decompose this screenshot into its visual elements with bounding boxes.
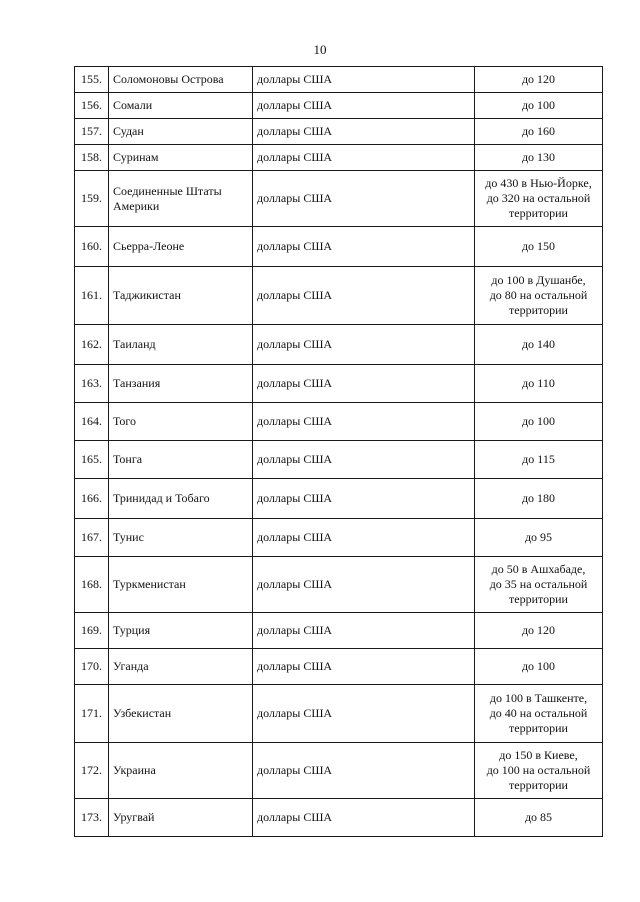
- row-number: 156.: [75, 93, 109, 119]
- table-row: [75, 145, 603, 171]
- currency: доллары США: [253, 119, 475, 145]
- row-number: 166.: [75, 479, 109, 519]
- row-number: 170.: [75, 649, 109, 685]
- row-number: 155.: [75, 67, 109, 93]
- amount-limit: до 100 в Душанбе, до 80 на остальной территории: [475, 267, 603, 325]
- table-row: [75, 557, 603, 613]
- row-number: 173.: [75, 799, 109, 837]
- row-number: 169.: [75, 613, 109, 649]
- country-name: Тринидад и Тобаго: [109, 479, 253, 519]
- amount-limit: до 140: [475, 325, 603, 365]
- country-name: Судан: [109, 119, 253, 145]
- currency: доллары США: [253, 799, 475, 837]
- currency: доллары США: [253, 171, 475, 227]
- table-row: [75, 479, 603, 519]
- amount-limit: до 120: [475, 67, 603, 93]
- row-number: 163.: [75, 365, 109, 403]
- country-name: Танзания: [109, 365, 253, 403]
- table-row: [75, 441, 603, 479]
- currency: доллары США: [253, 649, 475, 685]
- row-number: 168.: [75, 557, 109, 613]
- table-row: [75, 119, 603, 145]
- currency: доллары США: [253, 365, 475, 403]
- row-number: 167.: [75, 519, 109, 557]
- page-number: 10: [313, 42, 327, 57]
- amount-limit: до 150 в Киеве, до 100 на остальной территории: [475, 743, 603, 799]
- amount-limit: до 160: [475, 119, 603, 145]
- amount-limit: до 100: [475, 649, 603, 685]
- row-number: 161.: [75, 267, 109, 325]
- amount-limit: до 180: [475, 479, 603, 519]
- table-row: [75, 93, 603, 119]
- row-number: 162.: [75, 325, 109, 365]
- row-number: 164.: [75, 403, 109, 441]
- country-name: Соломоновы Острова: [109, 67, 253, 93]
- table-row: [75, 227, 603, 267]
- row-number: 171.: [75, 685, 109, 743]
- table-row: [75, 365, 603, 403]
- table-row: [75, 267, 603, 325]
- table-row: [75, 613, 603, 649]
- currency: доллары США: [253, 743, 475, 799]
- country-name: Уганда: [109, 649, 253, 685]
- currency: доллары США: [253, 67, 475, 93]
- currency: доллары США: [253, 403, 475, 441]
- country-name: Суринам: [109, 145, 253, 171]
- table-row: [75, 685, 603, 743]
- country-name: Украина: [109, 743, 253, 799]
- table-row: [75, 519, 603, 557]
- country-name: Сьерра-Леоне: [109, 227, 253, 267]
- currency: доллары США: [253, 267, 475, 325]
- amount-limit: до 115: [475, 441, 603, 479]
- table-row: [75, 325, 603, 365]
- amount-limit: до 110: [475, 365, 603, 403]
- row-number: 165.: [75, 441, 109, 479]
- amount-limit: до 85: [475, 799, 603, 837]
- row-number: 172.: [75, 743, 109, 799]
- country-name: Таджикистан: [109, 267, 253, 325]
- row-number: 157.: [75, 119, 109, 145]
- table-row: [75, 403, 603, 441]
- amount-limit: до 50 в Ашхабаде, до 35 на остальной территории: [475, 557, 603, 613]
- amount-limit: до 150: [475, 227, 603, 267]
- currency: доллары США: [253, 93, 475, 119]
- amount-limit: до 100 в Ташкенте, до 40 на остальной территории: [475, 685, 603, 743]
- country-name: Таиланд: [109, 325, 253, 365]
- country-name: Того: [109, 403, 253, 441]
- country-name: Турция: [109, 613, 253, 649]
- table-row: [75, 743, 603, 799]
- currency: доллары США: [253, 519, 475, 557]
- table-row: [75, 649, 603, 685]
- country-name: Соединенные Штаты Америки: [109, 171, 253, 227]
- amount-limit: до 100: [475, 403, 603, 441]
- row-number: 159.: [75, 171, 109, 227]
- amount-limit: до 430 в Нью-Йорке, до 320 на остальной территории: [475, 171, 603, 227]
- amount-limit: до 120: [475, 613, 603, 649]
- table-row: [75, 67, 603, 93]
- row-number: 158.: [75, 145, 109, 171]
- currency: доллары США: [253, 557, 475, 613]
- currency: доллары США: [253, 441, 475, 479]
- amount-limit: до 100: [475, 93, 603, 119]
- country-limits-table: [74, 66, 603, 837]
- country-name: Узбекистан: [109, 685, 253, 743]
- amount-limit: до 130: [475, 145, 603, 171]
- currency: доллары США: [253, 685, 475, 743]
- currency: доллары США: [253, 479, 475, 519]
- currency: доллары США: [253, 613, 475, 649]
- row-number: 160.: [75, 227, 109, 267]
- country-name: Тонга: [109, 441, 253, 479]
- amount-limit: до 95: [475, 519, 603, 557]
- table-row: [75, 171, 603, 227]
- country-name: Сомали: [109, 93, 253, 119]
- currency: доллары США: [253, 227, 475, 267]
- country-name: Тунис: [109, 519, 253, 557]
- table-row: [75, 799, 603, 837]
- country-name: Туркменистан: [109, 557, 253, 613]
- country-name: Уругвай: [109, 799, 253, 837]
- currency: доллары США: [253, 325, 475, 365]
- currency: доллары США: [253, 145, 475, 171]
